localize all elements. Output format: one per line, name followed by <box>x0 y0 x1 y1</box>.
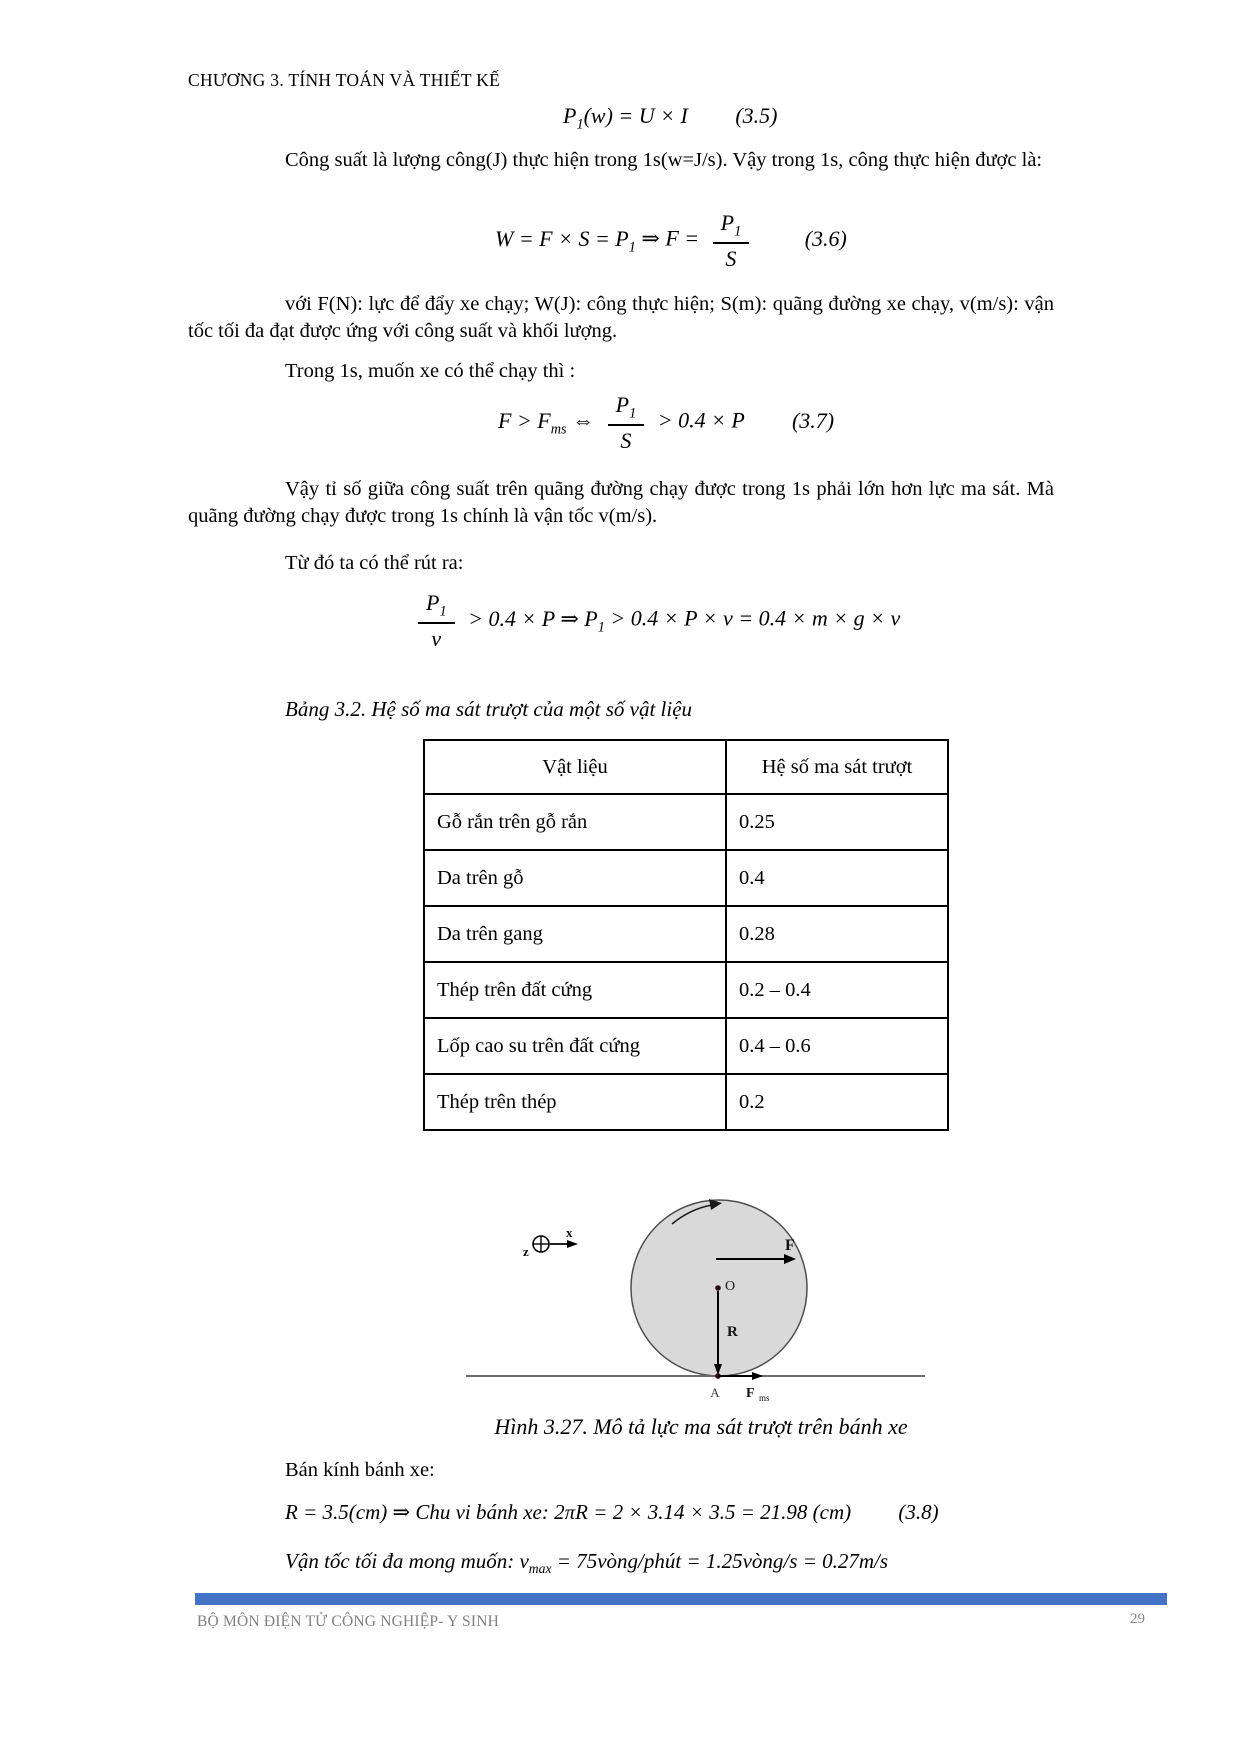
equation-3-5 <box>563 103 778 133</box>
equation-term: > 0.4 × P <box>657 407 745 433</box>
table-cell-coefficient: 0.28 <box>726 906 948 962</box>
table-cell-material: Thép trên thép <box>424 1074 726 1130</box>
table-row <box>424 850 948 906</box>
table-cell-coefficient: 0.2 <box>726 1074 948 1130</box>
paragraph-condition-intro: Trong 1s, muốn xe có thể chạy thì : <box>285 360 576 382</box>
equation-number: (3.5) <box>735 103 778 128</box>
table-cell-coefficient: 0.4 – 0.6 <box>726 1018 948 1074</box>
chapter-header: CHƯƠNG 3. TÍNH TOÁN VÀ THIẾT KẾ <box>188 70 501 90</box>
fraction <box>713 210 750 271</box>
footer-department: BỘ MÔN ĐIỆN TỬ CÔNG NGHIỆP- Y SINH <box>197 1613 499 1630</box>
equation-number: (3.8) <box>898 1500 939 1524</box>
table-cell-material: Lốp cao su trên đất cứng <box>424 1018 726 1074</box>
footer-divider-bar <box>195 1593 1167 1605</box>
friction-coefficient-table <box>423 739 949 1131</box>
fraction-denominator: S <box>725 245 737 271</box>
paragraph-wheel-radius-intro: Bán kính bánh xe: <box>285 1459 435 1481</box>
radius-label: R <box>727 1324 738 1340</box>
friction-force-subscript: ms <box>759 1393 770 1403</box>
table-cell-material: Da trên gỗ <box>424 850 726 906</box>
table-cell-material: Da trên gang <box>424 906 726 962</box>
table-cell-coefficient: 0.25 <box>726 794 948 850</box>
equation-3-8 <box>285 1500 939 1525</box>
wheel-center-label: O <box>725 1279 736 1294</box>
implies-operator: ⇒ F = <box>641 225 700 251</box>
fraction-numerator: $P_1$ <box>713 210 750 244</box>
equivalence-operator: ⇔ <box>572 407 595 433</box>
page-number: 29 <box>1130 1611 1145 1627</box>
equation-term: R = 3.5(cm) ⇒ Chu vi bánh xe: 2πR = 2 × 3.14 × 3.5 = 21.98 (cm) <box>285 1500 852 1524</box>
equation-3-6 <box>495 210 847 271</box>
table-row <box>424 794 948 850</box>
equation-term: > 0.4 × P ⇒ $P_1$ <box>468 605 605 635</box>
equation-term: $P_1(w) = U \times I$ <box>563 103 688 133</box>
table-row <box>424 962 948 1018</box>
wheel-center-dot <box>715 1285 721 1291</box>
figure-caption: Hình 3.27. Mô tả lực ma sát trượt trên bánh xe <box>494 1414 908 1439</box>
equation-term: Vận tốc tối đa mong muốn: $v_{max}$ = 75vòng/phút = 1.25vòng/s = 0.27m/s <box>285 1549 889 1577</box>
fraction <box>418 590 455 651</box>
table-cell-coefficient: 0.4 <box>726 850 948 906</box>
fraction-denominator: v <box>431 625 442 651</box>
table-caption: Bảng 3.2. Hệ số ma sát trượt của một số vật liệu <box>285 697 693 721</box>
table-cell-material: Thép trên đất cứng <box>424 962 726 1018</box>
table-cell-coefficient: 0.2 – 0.4 <box>726 962 948 1018</box>
equation-number: (3.6) <box>804 225 847 251</box>
equation-3-7 <box>498 392 834 453</box>
table-header-material: Vật liệu <box>424 740 726 794</box>
table-header-coefficient: Hệ số ma sát trượt <box>726 740 948 794</box>
table-row <box>424 1074 948 1130</box>
equation-term: $F > F_{ms}$ <box>498 407 567 437</box>
paragraph-power-definition: Công suất là lượng công(J) thực hiện trong 1s(w=J/s). Vậy trong 1s, công thực hiện được là: <box>285 149 1043 171</box>
table-row <box>424 1018 948 1074</box>
paragraph-derive-intro: Từ đó ta có thể rút ra: <box>285 552 464 574</box>
fraction-denominator: S <box>620 427 632 453</box>
friction-arrowhead-icon <box>752 1372 763 1380</box>
table-cell-material: Gỗ rắn trên gỗ rắn <box>424 794 726 850</box>
x-axis-arrowhead-icon <box>567 1240 578 1248</box>
fraction-numerator: $P_1$ <box>608 392 645 426</box>
table-header-row <box>424 740 948 794</box>
equation-max-speed <box>285 1549 888 1577</box>
paragraph-variable-definitions: với F(N): lực để đẩy xe chạy; W(J): công thực hiện; S(m): quãng đường xe chạy, v(m/s): vận tốc tối đa đạt được ứng với công suất và khối lượng. <box>188 293 1054 342</box>
z-axis-label: z <box>523 1244 529 1259</box>
contact-point-label: A <box>710 1385 720 1400</box>
x-axis-label: x <box>566 1225 573 1240</box>
equation-derived-inequality <box>418 590 900 651</box>
equation-number: (3.7) <box>791 407 835 433</box>
fraction-numerator: $P_1$ <box>418 590 455 624</box>
equation-term: > 0.4 × P × v = 0.4 × m × g × v <box>610 605 901 631</box>
force-f-label: F <box>785 1237 795 1254</box>
wheel-friction-figure <box>450 1190 950 1430</box>
friction-force-label: F <box>746 1386 755 1401</box>
equation-term: $W = F \times S = P_1$ <box>495 225 636 255</box>
paragraph-ratio-explanation: Vậy tỉ số giữa công suất trên quãng đường chạy được trong 1s phải lớn hơn lực ma sát. Mà quãng đường chạy được trong 1s chính là vận tốc v(m/s). <box>188 478 1054 527</box>
fraction <box>608 392 645 453</box>
table-row <box>424 906 948 962</box>
